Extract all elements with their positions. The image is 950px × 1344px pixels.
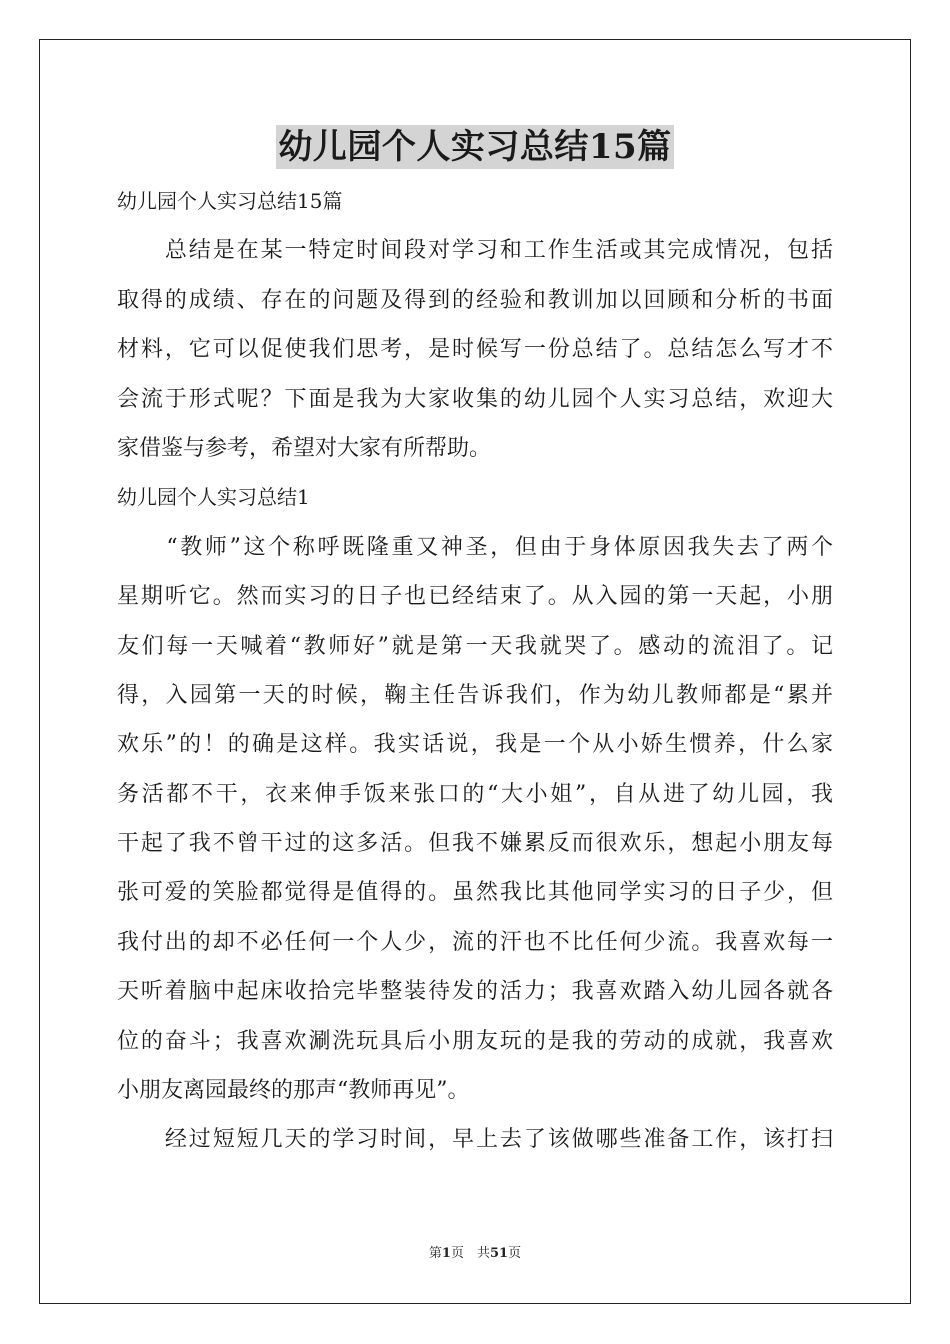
- document-title: 幼儿园个人实习总结15篇: [278, 127, 672, 167]
- body-line: 星期听它。然而实习的日子也已经结束了。从入园的第一天起，小朋: [117, 584, 833, 610]
- body-line: 小朋友离园最终的那声“教师再见”。: [117, 1078, 470, 1104]
- footer-separator: 共: [463, 1246, 490, 1261]
- footer-total-pages: 51: [489, 1246, 509, 1261]
- intro-line: 家借鉴与参考，希望对大家有所帮助。: [117, 435, 492, 461]
- intro-line: 取得的成绩、存在的问题及得到的经验和教训加以回顾和分析的书面: [117, 287, 833, 313]
- section-heading: 幼儿园个人实习总结1: [117, 485, 310, 510]
- body-line: 干起了我不曾干过的这多活。但我不嫌累反而很欢乐，想起小朋友每: [117, 831, 833, 857]
- body-line: 我付出的却不必任何一个人少，流的汗也不比任何少流。我喜欢每一: [117, 929, 833, 955]
- body-line: 天听着脑中起床收拾完毕整装待发的活力；我喜欢踏入幼儿园各就各: [117, 979, 833, 1005]
- footer-page-unit: 页: [450, 1246, 464, 1261]
- document-body: [117, 177, 833, 1165]
- body-line: 位的奋斗；我喜欢涮洗玩具后小朋友玩的是我的劳动的成就，我喜欢: [117, 1028, 833, 1054]
- title-container: [0, 125, 950, 169]
- body-line: 经过短短几天的学习时间，早上去了该做哪些准备工作，该打扫: [117, 1127, 833, 1153]
- body-line: 张可爱的笑脸都觉得是值得的。虽然我比其他同学实习的日子少，但: [117, 880, 833, 906]
- body-line: 务活都不干，衣来伸手饭来张口的“大小姐”，自从进了幼儿园，我: [117, 781, 833, 807]
- footer-prefix: 第: [428, 1246, 442, 1261]
- footer-total-unit: 页: [508, 1246, 522, 1261]
- body-line: 得，入园第一天的时候，鞠主任告诉我们，作为幼儿教师都是“累并: [117, 682, 833, 708]
- subtitle: 幼儿园个人实习总结15篇: [117, 189, 343, 213]
- body-line: 欢乐”的！的确是这样。我实话说，我是一个从小娇生惯养，什么家: [117, 732, 833, 758]
- intro-line: 材料，它可以促使我们思考，是时候写一份总结了。总结怎么写才不: [117, 337, 833, 363]
- page-footer: [0, 1245, 950, 1263]
- body-line: 友们每一天喊着“教师好”就是第一天我就哭了。感动的流泪了。记: [117, 633, 833, 659]
- intro-line: 总结是在某一特定时间段对学习和工作生活或其完成情况，包括: [117, 238, 833, 264]
- body-line: “教师”这个称呼既隆重又神圣，但由于身体原因我失去了两个: [117, 534, 833, 560]
- intro-line: 会流于形式呢？下面是我为大家收集的幼儿园个人实习总结，欢迎大: [117, 386, 833, 412]
- footer-page-number: 1: [441, 1246, 451, 1261]
